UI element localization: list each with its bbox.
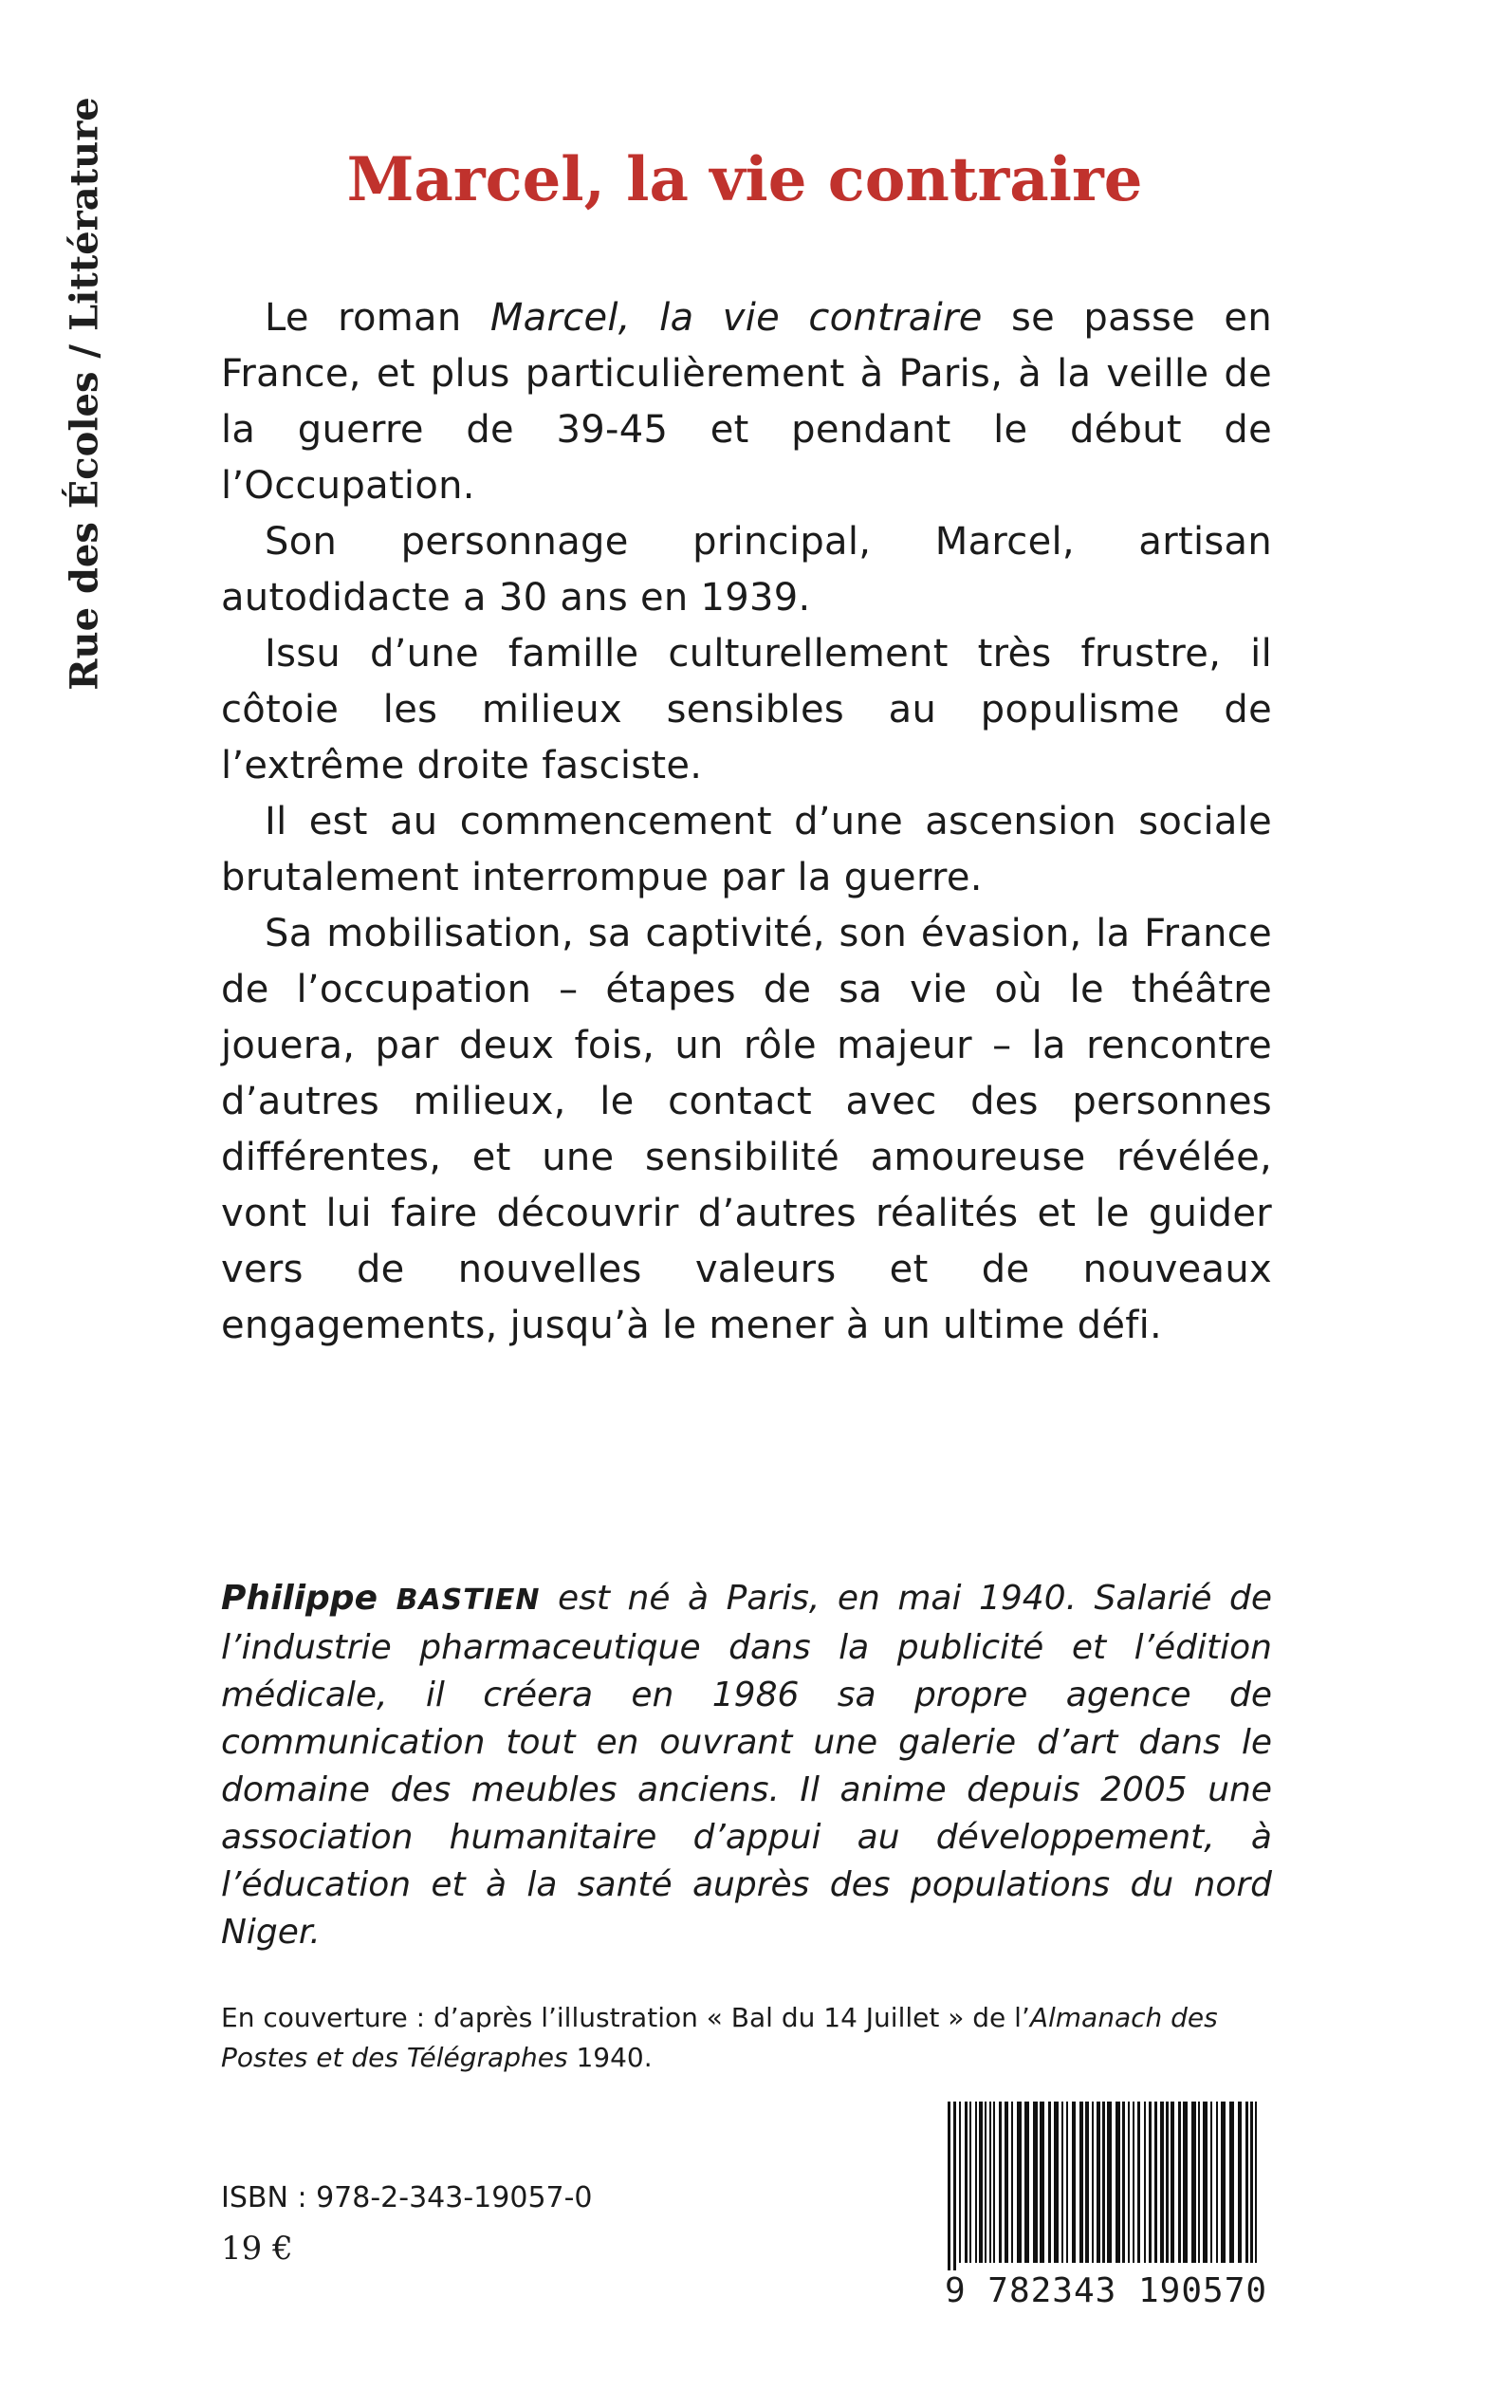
barcode-bar [1085, 2102, 1089, 2263]
author-bio [221, 1575, 1272, 1956]
barcode-bar [1216, 2102, 1218, 2263]
barcode-bar [1048, 2102, 1051, 2263]
summary-paragraph: Issu d’une famille culturellement très frustre, il côtoie les milieux sensibles au populisme de l’extrême droite fasciste. [221, 632, 1272, 787]
barcode-bar [1128, 2102, 1130, 2263]
barcode-bar [1072, 2102, 1076, 2263]
barcode-bar [1149, 2102, 1152, 2263]
barcode-bar [1024, 2102, 1029, 2263]
book-title: Marcel, la vie contraire [346, 144, 1143, 215]
barcode-bar [993, 2102, 995, 2263]
barcode-bar [1221, 2102, 1226, 2263]
barcode-bar [1061, 2102, 1063, 2263]
cover-credit [221, 1998, 1272, 2078]
spine-label [49, 97, 120, 691]
barcode-bar [1107, 2102, 1112, 2263]
barcode-bar [969, 2102, 971, 2263]
barcode-bar [1054, 2102, 1059, 2263]
barcode-bar [1210, 2102, 1212, 2263]
barcode-bar [1092, 2102, 1094, 2263]
barcode-bar [1017, 2102, 1022, 2263]
barcode-bar [1245, 2102, 1248, 2263]
barcode-bar [965, 2102, 968, 2263]
collection-name: Rue des Écoles / Littérature [62, 97, 107, 691]
barcode-bar [1160, 2102, 1164, 2263]
barcode-bar [1122, 2102, 1125, 2263]
barcode-bar [1144, 2102, 1146, 2263]
barcode-bar [989, 2102, 991, 2263]
barcode-guard-bar [948, 2102, 950, 2272]
barcode-bar [1255, 2102, 1257, 2263]
barcode-bar [1040, 2102, 1044, 2263]
barcode-bar [1203, 2102, 1208, 2263]
credit-text: En couverture : d’après l’illustration « Bal du 14 Juillet » de l’ [221, 2002, 1030, 2033]
barcode-bar [1229, 2102, 1234, 2263]
credit-text: 1940. [567, 2042, 653, 2073]
summary-paragraph: Sa mobilisation, sa captivité, son évasion, la France de l’occupation – étapes de sa vie où le théâtre jouera, par deux fois, un rôle majeur – la rencontre d’autres milieux, le contact avec des personnes différentes, et une sensibilité amoureuse révélée, vont lui faire découvrir d’autres réalités et le guider vers de nouvelles valeurs et de nouveaux engagements, jusqu’à le mener à un ultime défi. [221, 912, 1272, 1347]
author-bio-text: est né à Paris, en mai 1940. Salarié de l’industrie pharmaceutique dans la publicité et l’édition médicale, il créera en 1986 sa propre agence de communication tout en ouvrant une galerie d’art dans le domaine des meubles anciens. Il anime depuis 2005 une association humanitaire d’appui au développement, à l’éducation et à la santé auprès des populations du nord Niger. [221, 1579, 1272, 1952]
barcode-bar [985, 2102, 986, 2263]
barcode-bar [999, 2102, 1002, 2263]
barcode-bar [1097, 2102, 1100, 2263]
barcode-bar [1011, 2102, 1013, 2263]
barcode-bar [1133, 2102, 1134, 2263]
barcode-bar [1250, 2102, 1253, 2263]
barcode-bar [979, 2102, 983, 2263]
barcode-digits: 9 782343 190570 [944, 2271, 1268, 2310]
barcode-bar [1137, 2102, 1140, 2263]
summary-paragraph: Son personnage principal, Marcel, artisan autodidacte a 30 ans en 1939. [221, 520, 1272, 620]
barcode-bar [1178, 2102, 1181, 2263]
barcode-bar [1102, 2102, 1105, 2263]
barcode-bar [1238, 2102, 1242, 2263]
summary-text: Le roman [265, 296, 490, 340]
summary-paragraph [221, 290, 1272, 514]
barcode-bar [1198, 2102, 1200, 2263]
barcode-bar [1154, 2102, 1157, 2263]
barcode-bar [1171, 2102, 1174, 2263]
barcode-bar [975, 2102, 977, 2263]
barcode-bars [944, 2102, 1268, 2272]
summary-title-italic: Marcel, la vie contraire [489, 296, 983, 340]
barcode-bar [1005, 2102, 1008, 2263]
barcode-bar [1079, 2102, 1083, 2263]
barcode-bar [1191, 2102, 1196, 2263]
author-last-name: BASTIEN [396, 1584, 541, 1617]
barcode-guard-bar [953, 2102, 956, 2272]
barcode-bar [1166, 2102, 1169, 2263]
summary-text: se passe en France, et plus particulièrement à Paris, à la veille de la guerre de 39-45 et pendant le début de l’Occupation. [221, 296, 1272, 508]
price: 19 € [221, 2230, 293, 2268]
summary-paragraph: Il est au commencement d’une ascension sociale brutalement interrompue par la guerre. [221, 800, 1272, 899]
credit-publication: Almanach des Postes et des Télégraphes [221, 2002, 1218, 2073]
book-summary [221, 290, 1272, 1354]
barcode-bar [1066, 2102, 1068, 2263]
isbn: ISBN : 978-2-343-19057-0 [221, 2181, 593, 2214]
author-first-name: Philippe [221, 1579, 396, 1618]
barcode [944, 2102, 1268, 2310]
barcode-bar [1116, 2102, 1120, 2263]
barcode-bar [1033, 2102, 1038, 2263]
barcode-bar [959, 2102, 961, 2263]
barcode-bar [1183, 2102, 1188, 2263]
